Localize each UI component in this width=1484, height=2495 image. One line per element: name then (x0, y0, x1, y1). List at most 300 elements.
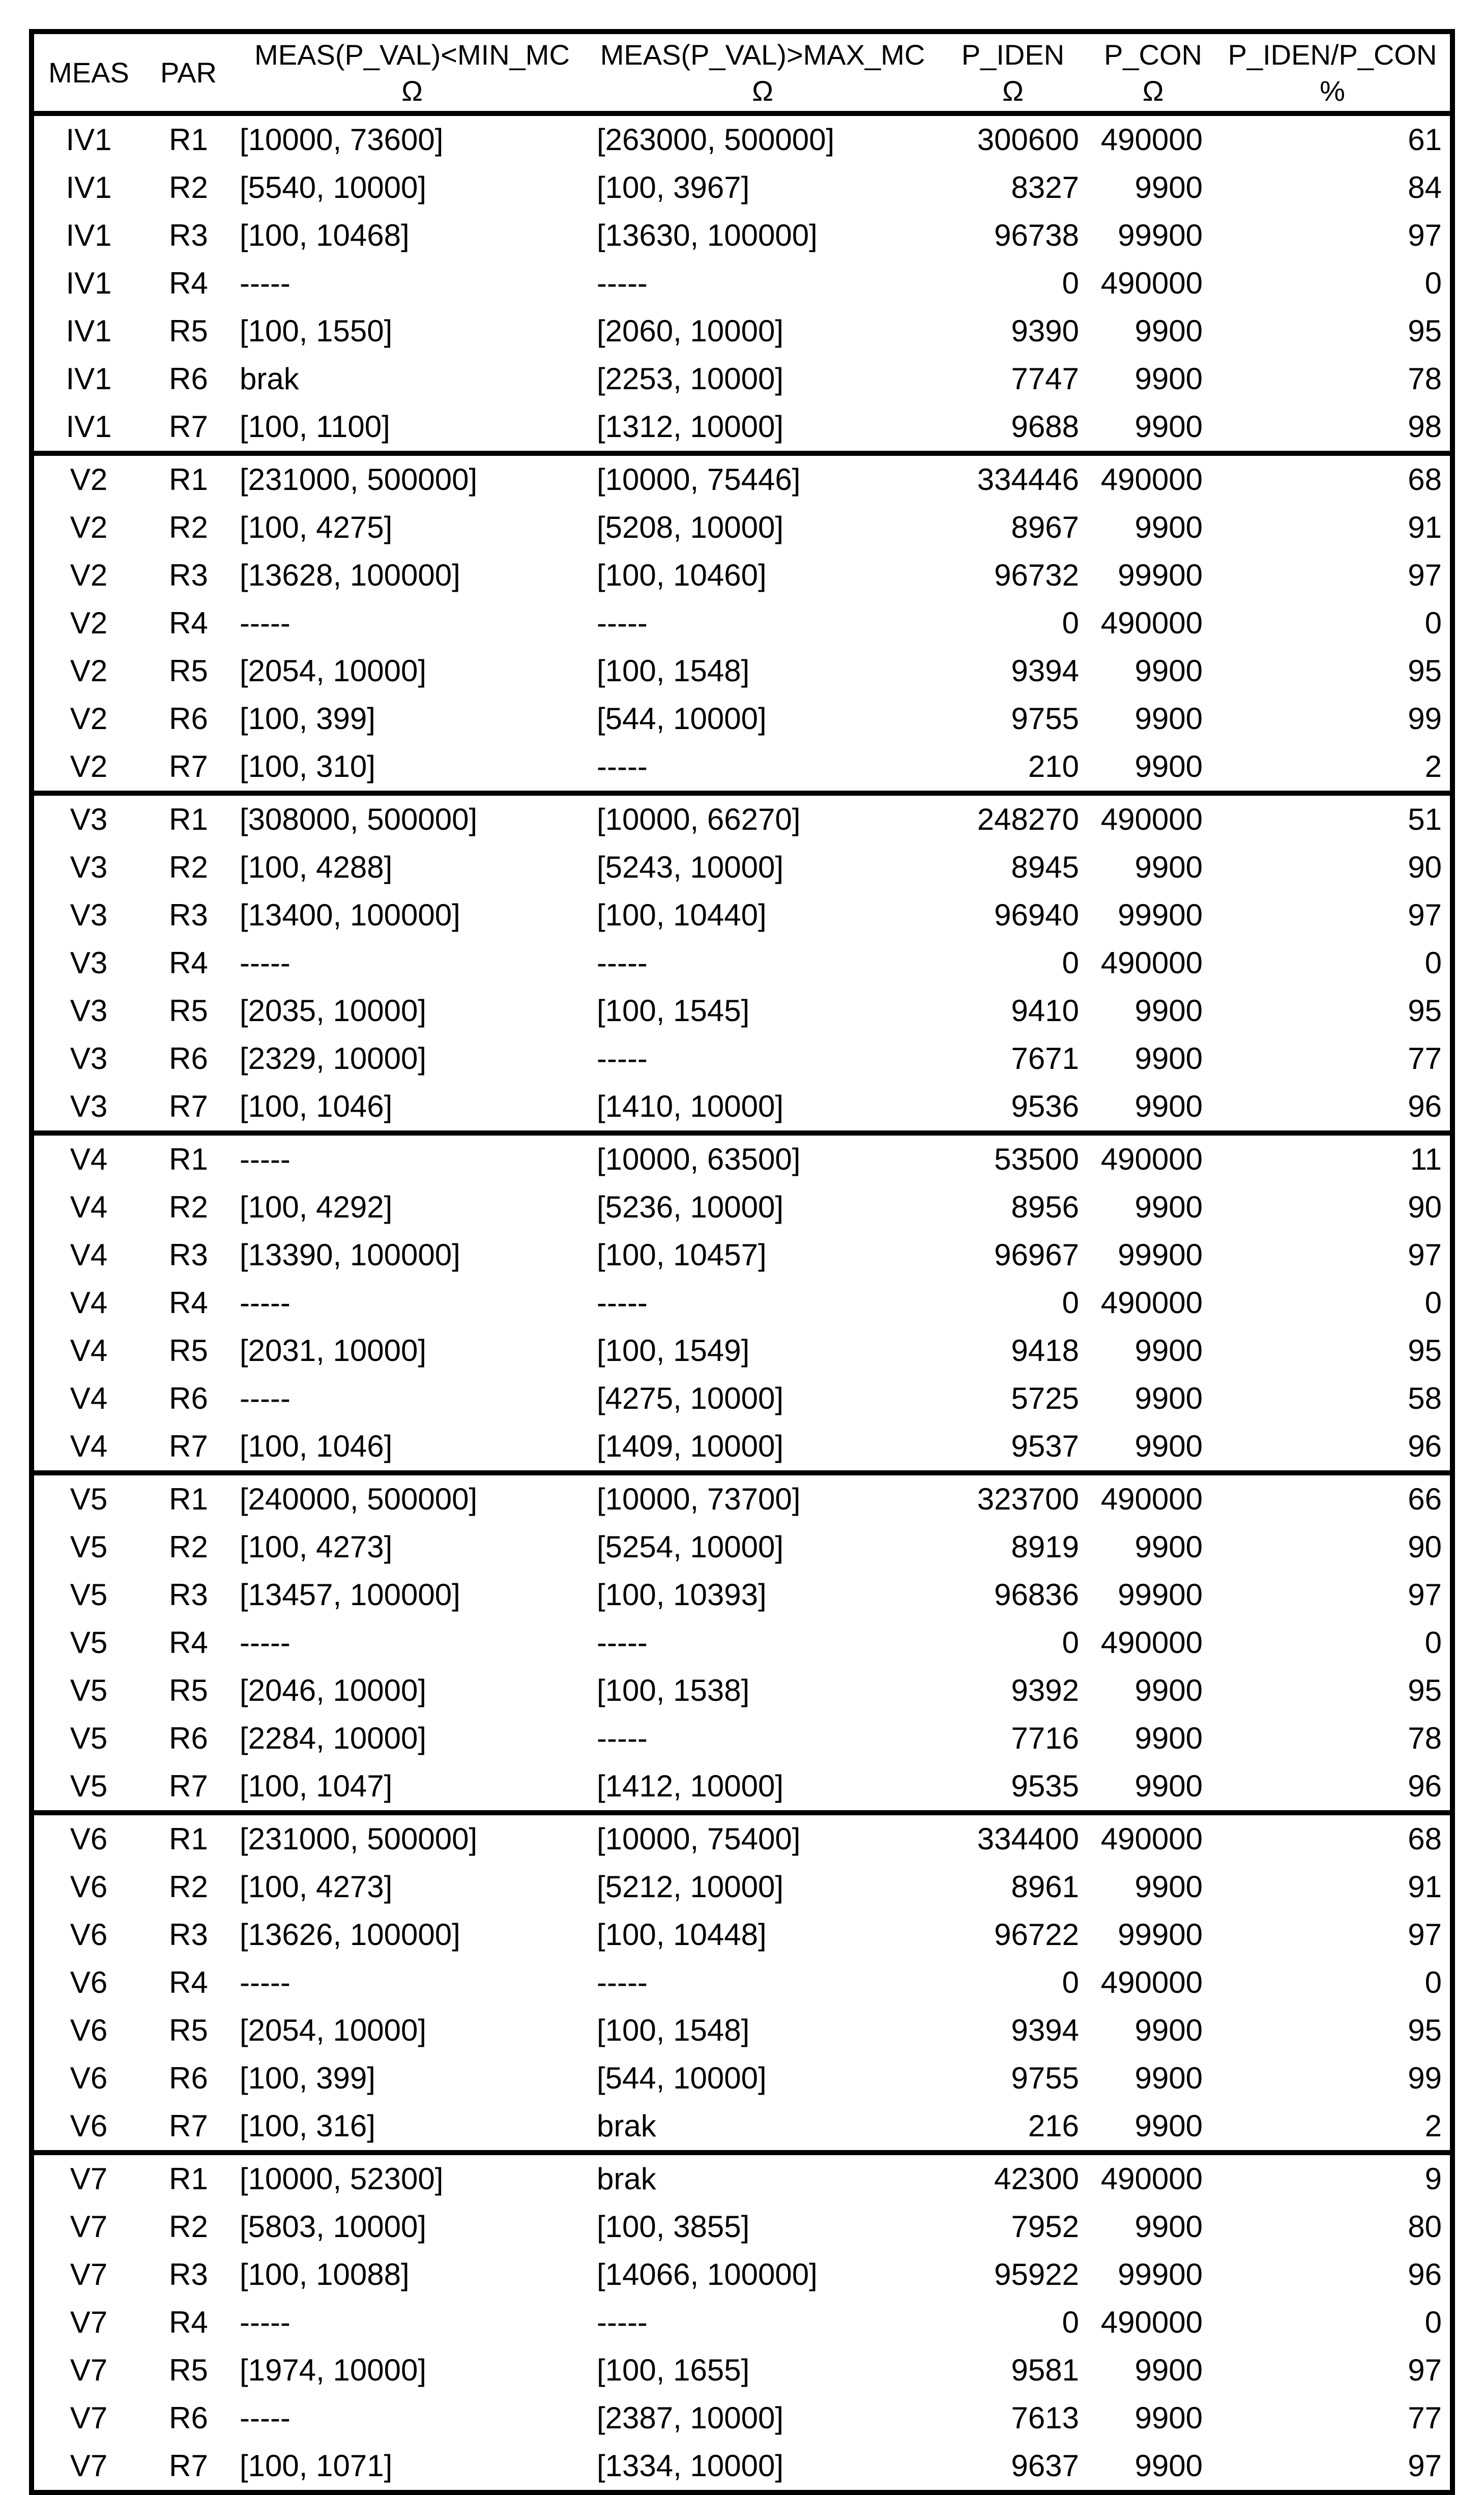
cell-meas: V5 (34, 1473, 143, 1523)
cell-min-mc-range: [100, 4273] (240, 1530, 393, 1564)
cell-par: R3 (169, 2257, 208, 2291)
cell-ratio: 97 (1408, 218, 1442, 252)
cell-min-mc-range: [100, 316] (240, 2109, 375, 2143)
cell-meas: V3 (70, 946, 108, 980)
cell-min-mc-range: [2054, 10000] (240, 2013, 427, 2047)
header-p-iden: P_IDEN Ω (935, 34, 1091, 113)
cell-max-mc-range: [5236, 10000] (597, 1190, 784, 1224)
cell-p-con: 490000 (1100, 1286, 1203, 1320)
cell-p-iden: 96967 (994, 1238, 1079, 1272)
cell-meas: IV1 (66, 410, 112, 444)
cell-ratio: 97 (1408, 2353, 1442, 2387)
cell-par: R7 (169, 2109, 208, 2143)
cell-max-mc-range: ----- (597, 749, 648, 784)
cell-max-mc-range: [1334, 10000] (597, 2449, 784, 2483)
cell-max-mc-range: ----- (597, 1041, 648, 1076)
table-row (34, 1523, 1450, 1571)
cell-par: R4 (169, 946, 208, 980)
cell-ratio: 96 (1408, 1769, 1442, 1803)
table-row (34, 695, 1450, 743)
cell-p-iden: 9755 (1011, 2061, 1079, 2095)
cell-p-iden: 323700 (935, 1473, 1091, 1523)
cell-min-mc-range: [240000, 500000] (234, 1473, 591, 1523)
cell-p-con: 490000 (1091, 793, 1215, 844)
cell-meas: V2 (70, 749, 108, 784)
cell-p-iden: 7671 (1011, 1041, 1079, 1076)
cell-p-iden: 9535 (1011, 1769, 1079, 1803)
cell-p-con: 490000 (1100, 946, 1203, 980)
table-row (34, 1473, 1450, 1523)
cell-ratio: 2 (1424, 2109, 1442, 2143)
table-row (34, 743, 1450, 793)
cell-max-mc-range: [1412, 10000] (597, 1769, 784, 1803)
cell-p-iden: 7747 (1011, 362, 1079, 396)
cell-ratio: 97 (1408, 2449, 1442, 2483)
cell-meas: V6 (70, 2109, 108, 2143)
cell-ratio: 61 (1408, 123, 1442, 157)
table-row (34, 1911, 1450, 1959)
cell-max-mc-range: [100, 1538] (597, 1673, 750, 1707)
cell-p-con: 99900 (1118, 1918, 1203, 1952)
cell-ratio: 0 (1424, 606, 1442, 640)
cell-par: R5 (169, 1333, 208, 1368)
cell-p-iden: 5725 (1011, 1381, 1079, 1415)
cell-p-iden: 96940 (994, 898, 1079, 932)
table-row (34, 844, 1450, 891)
cell-par: R2 (169, 1530, 208, 1564)
table-row (34, 212, 1450, 259)
cell-max-mc-range: [5254, 10000] (597, 1530, 784, 1564)
cell-par: R6 (169, 1381, 208, 1415)
cell-par: R5 (169, 654, 208, 688)
cell-p-iden: 8956 (1011, 1190, 1079, 1224)
table-row (34, 2007, 1450, 2054)
cell-par: R1 (143, 1813, 234, 1863)
cell-p-iden: 216 (1028, 2109, 1079, 2143)
cell-p-iden: 0 (1062, 946, 1079, 980)
cell-p-iden: 9410 (1011, 994, 1079, 1028)
cell-p-iden: 9392 (1011, 1673, 1079, 1707)
cell-p-con: 99900 (1118, 1578, 1203, 1612)
header-ratio: P_IDEN/P_CON % (1215, 34, 1450, 113)
table-row (34, 355, 1450, 403)
table-row (34, 403, 1450, 453)
cell-meas: V2 (70, 558, 108, 592)
header-max-mc: MEAS(P_VAL)>MAX_MC Ω (591, 34, 935, 113)
cell-max-mc-range: [1409, 10000] (597, 1429, 784, 1463)
cell-par: R3 (169, 1578, 208, 1612)
cell-par: R2 (169, 2210, 208, 2244)
cell-ratio: 66 (1215, 1473, 1450, 1523)
cell-p-iden: 96738 (994, 218, 1079, 252)
cell-par: R2 (169, 1870, 208, 1904)
cell-ratio: 0 (1424, 946, 1442, 980)
cell-p-con: 9900 (1134, 1673, 1203, 1707)
table-row (34, 2054, 1450, 2102)
cell-max-mc-range: [13630, 100000] (597, 218, 818, 252)
cell-meas: V3 (70, 850, 108, 884)
cell-p-iden: 0 (1062, 1626, 1079, 1660)
cell-max-mc-range: [2060, 10000] (597, 314, 784, 348)
cell-min-mc-range: [13400, 100000] (240, 898, 460, 932)
cell-ratio: 78 (1408, 362, 1442, 396)
cell-min-mc-range: [2035, 10000] (240, 994, 427, 1028)
cell-min-mc-range: [100, 1071] (240, 2449, 393, 2483)
cell-ratio: 0 (1424, 1626, 1442, 1660)
cell-min-mc-range: [10000, 52300] (234, 2153, 591, 2203)
cell-min-mc-range: [100, 1046] (240, 1429, 393, 1463)
cell-max-mc-range: [14066, 100000] (597, 2257, 818, 2291)
cell-p-con: 490000 (1100, 123, 1203, 157)
cell-meas: V7 (70, 2257, 108, 2291)
cell-meas: V4 (70, 1238, 108, 1272)
cell-p-iden: 7952 (1011, 2210, 1079, 2244)
cell-par: R4 (169, 266, 208, 300)
cell-p-con: 9900 (1134, 2210, 1203, 2244)
cell-ratio: 78 (1408, 1721, 1442, 1755)
cell-ratio: 68 (1215, 453, 1450, 504)
cell-ratio: 95 (1408, 314, 1442, 348)
cell-min-mc-range: [2284, 10000] (240, 1721, 427, 1755)
cell-max-mc-range: ----- (597, 2305, 648, 2339)
cell-meas: IV1 (66, 362, 112, 396)
cell-meas: V3 (70, 994, 108, 1028)
cell-max-mc-range: [100, 10393] (597, 1578, 767, 1612)
cell-ratio: 77 (1408, 1041, 1442, 1076)
cell-p-con: 9900 (1134, 1333, 1203, 1368)
cell-ratio: 97 (1408, 1238, 1442, 1272)
cell-par: R6 (169, 702, 208, 736)
cell-p-iden: 8967 (1011, 510, 1079, 544)
cell-max-mc-range: [4275, 10000] (597, 1381, 784, 1415)
cell-meas: IV1 (66, 170, 112, 205)
table-row (34, 1279, 1450, 1327)
cell-meas: V6 (70, 2013, 108, 2047)
cell-max-mc-range: [10000, 66270] (591, 793, 935, 844)
cell-p-iden: 210 (1028, 749, 1079, 784)
cell-max-mc-range: [100, 1655] (597, 2353, 750, 2387)
cell-par: R1 (143, 793, 234, 844)
cell-min-mc-range: [13628, 100000] (240, 558, 460, 592)
cell-ratio: 51 (1215, 793, 1450, 844)
table-row (34, 793, 1450, 844)
cell-ratio: 91 (1408, 510, 1442, 544)
cell-p-iden: 9537 (1011, 1429, 1079, 1463)
cell-meas: V7 (70, 2353, 108, 2387)
cell-par: R6 (169, 362, 208, 396)
cell-meas: V5 (70, 1578, 108, 1612)
cell-min-mc-range: [100, 4275] (240, 510, 393, 544)
cell-max-mc-range: [10000, 75446] (591, 453, 935, 504)
cell-min-mc-range: [231000, 500000] (234, 453, 591, 504)
cell-par: R3 (169, 1918, 208, 1952)
cell-p-con: 9900 (1134, 1089, 1203, 1123)
cell-min-mc-range: [5803, 10000] (240, 2210, 427, 2244)
cell-max-mc-range: [100, 3967] (597, 170, 750, 205)
table-row (34, 1619, 1450, 1667)
cell-par: R1 (169, 123, 208, 157)
cell-meas: V3 (34, 793, 143, 844)
cell-min-mc-range: [231000, 500000] (234, 1813, 591, 1863)
cell-max-mc-range: [10000, 63500] (591, 1133, 935, 1183)
cell-par: R5 (169, 2353, 208, 2387)
cell-p-con: 9900 (1134, 2449, 1203, 2483)
cell-p-con: 9900 (1134, 2109, 1203, 2143)
cell-par: R3 (169, 218, 208, 252)
table-row (34, 259, 1450, 307)
cell-p-con: 99900 (1118, 2257, 1203, 2291)
table-row (34, 1667, 1450, 1715)
cell-ratio: 0 (1424, 266, 1442, 300)
cell-p-con: 9900 (1134, 510, 1203, 544)
table-row (34, 2153, 1450, 2203)
table-row (34, 453, 1450, 504)
cell-max-mc-range: [100, 10440] (597, 898, 767, 932)
cell-p-con: 9900 (1134, 1721, 1203, 1755)
cell-p-iden: 248270 (935, 793, 1091, 844)
cell-meas: V3 (70, 898, 108, 932)
cell-max-mc-range: [5243, 10000] (597, 850, 784, 884)
table-row (34, 504, 1450, 552)
cell-p-con: 99900 (1118, 898, 1203, 932)
cell-min-mc-range: brak (240, 362, 299, 396)
cell-p-con: 490000 (1091, 1133, 1215, 1183)
cell-p-con: 490000 (1091, 2153, 1215, 2203)
cell-par: R5 (169, 994, 208, 1028)
cell-ratio: 97 (1408, 558, 1442, 592)
table-row (34, 1762, 1450, 1813)
cell-min-mc-range: [2054, 10000] (240, 654, 427, 688)
cell-p-iden: 9581 (1011, 2353, 1079, 2387)
cell-p-con: 9900 (1134, 2013, 1203, 2047)
cell-ratio: 96 (1408, 1089, 1442, 1123)
header-p-con: P_CON Ω (1091, 34, 1215, 113)
header-row (34, 34, 1450, 113)
cell-max-mc-range: [10000, 73700] (591, 1473, 935, 1523)
cell-ratio: 99 (1408, 2061, 1442, 2095)
cell-par: R4 (169, 606, 208, 640)
cell-meas: V7 (70, 2305, 108, 2339)
cell-meas: V7 (70, 2210, 108, 2244)
table-row (34, 1231, 1450, 1279)
cell-meas: V3 (70, 1041, 108, 1076)
cell-par: R1 (143, 1133, 234, 1183)
cell-p-iden: 7613 (1011, 2401, 1079, 2435)
table-row (34, 552, 1450, 599)
cell-min-mc-range: [100, 1046] (240, 1089, 393, 1123)
cell-par: R3 (169, 1238, 208, 1272)
cell-p-con: 9900 (1134, 749, 1203, 784)
table-row (34, 1423, 1450, 1473)
cell-p-con: 490000 (1091, 453, 1215, 504)
cell-min-mc-range: [10000, 73600] (240, 123, 444, 157)
cell-p-con: 490000 (1100, 2305, 1203, 2339)
cell-p-con: 9900 (1134, 2353, 1203, 2387)
cell-min-mc-range: [100, 1550] (240, 314, 393, 348)
table-row (34, 599, 1450, 647)
cell-p-con: 9900 (1134, 1190, 1203, 1224)
cell-p-con: 9900 (1134, 1530, 1203, 1564)
cell-max-mc-range: [100, 1548] (597, 2013, 750, 2047)
cell-ratio: 95 (1408, 1673, 1442, 1707)
cell-max-mc-range: [100, 10460] (597, 558, 767, 592)
table-row (34, 2394, 1450, 2442)
cell-max-mc-range: [10000, 75400] (591, 1813, 935, 1863)
table-row (34, 939, 1450, 987)
cell-min-mc-range: [13626, 100000] (240, 1918, 460, 1952)
cell-max-mc-range: [5208, 10000] (597, 510, 784, 544)
table-row (34, 2442, 1450, 2490)
table-row (34, 1035, 1450, 1083)
cell-ratio: 90 (1408, 1190, 1442, 1224)
cell-min-mc-range: [100, 1100] (240, 410, 390, 444)
cell-p-iden: 9536 (1011, 1089, 1079, 1123)
cell-max-mc-range: [2253, 10000] (597, 362, 784, 396)
cell-min-mc-range: ----- (240, 1286, 290, 1320)
cell-max-mc-range: brak (597, 2109, 656, 2143)
cell-p-iden: 300600 (977, 123, 1079, 157)
cell-ratio: 95 (1408, 2013, 1442, 2047)
cell-min-mc-range: ----- (240, 606, 290, 640)
table-row (34, 307, 1450, 355)
cell-meas: V3 (70, 1089, 108, 1123)
cell-p-iden: 9688 (1011, 410, 1079, 444)
cell-ratio: 98 (1408, 410, 1442, 444)
cell-ratio: 58 (1408, 1381, 1442, 1415)
table-row (34, 113, 1450, 164)
cell-meas: V7 (34, 2153, 143, 2203)
cell-max-mc-range: [100, 1545] (597, 994, 750, 1028)
cell-meas: V4 (70, 1190, 108, 1224)
cell-min-mc-range: [308000, 500000] (234, 793, 591, 844)
cell-par: R1 (143, 453, 234, 504)
table-row (34, 164, 1450, 212)
cell-meas: V5 (70, 1626, 108, 1660)
table-row (34, 1375, 1450, 1423)
cell-p-iden: 9394 (1011, 654, 1079, 688)
cell-max-mc-range: [5212, 10000] (597, 1870, 784, 1904)
cell-min-mc-range: [100, 4292] (240, 1190, 393, 1224)
cell-par: R6 (169, 1041, 208, 1076)
cell-p-iden: 8945 (1011, 850, 1079, 884)
cell-meas: V4 (34, 1133, 143, 1183)
cell-p-con: 9900 (1134, 1769, 1203, 1803)
cell-min-mc-range: [100, 4288] (240, 850, 393, 884)
cell-p-iden: 95922 (994, 2257, 1079, 2291)
cell-min-mc-range: ----- (234, 1133, 591, 1183)
table-row (34, 1959, 1450, 2007)
cell-min-mc-range: [100, 10468] (240, 218, 410, 252)
cell-p-con: 490000 (1091, 1473, 1215, 1523)
cell-meas: V4 (70, 1381, 108, 1415)
cell-par: R4 (169, 1626, 208, 1660)
cell-max-mc-range: brak (591, 2153, 935, 2203)
cell-max-mc-range: [263000, 500000] (597, 123, 835, 157)
cell-par: R4 (169, 1286, 208, 1320)
cell-meas: V2 (70, 606, 108, 640)
cell-max-mc-range: [100, 1548] (597, 654, 750, 688)
cell-p-con: 490000 (1100, 1965, 1203, 1999)
cell-par: R7 (169, 410, 208, 444)
cell-max-mc-range: [2387, 10000] (597, 2401, 784, 2435)
cell-p-con: 9900 (1134, 410, 1203, 444)
cell-min-mc-range: [2046, 10000] (240, 1673, 427, 1707)
cell-p-iden: 9418 (1011, 1333, 1079, 1368)
cell-min-mc-range: [5540, 10000] (240, 170, 427, 205)
table-row (34, 1133, 1450, 1183)
cell-par: R3 (169, 898, 208, 932)
cell-meas: V6 (70, 1965, 108, 1999)
cell-meas: V7 (70, 2401, 108, 2435)
cell-max-mc-range: ----- (597, 266, 648, 300)
cell-min-mc-range: ----- (240, 2401, 290, 2435)
cell-par: R1 (143, 2153, 234, 2203)
cell-min-mc-range: [13457, 100000] (240, 1578, 460, 1612)
cell-p-iden: 9637 (1011, 2449, 1079, 2483)
cell-par: R2 (169, 510, 208, 544)
cell-min-mc-range: [2031, 10000] (240, 1333, 427, 1368)
cell-par: R2 (169, 850, 208, 884)
cell-par: R3 (169, 558, 208, 592)
cell-par: R6 (169, 1721, 208, 1755)
cell-meas: IV1 (66, 314, 112, 348)
cell-p-iden: 0 (1062, 2305, 1079, 2339)
results-table (34, 34, 1450, 2490)
cell-p-iden: 96732 (994, 558, 1079, 592)
table-row (34, 1813, 1450, 1863)
cell-ratio: 0 (1424, 2305, 1442, 2339)
cell-max-mc-range: ----- (597, 946, 648, 980)
cell-ratio: 84 (1408, 170, 1442, 205)
table-row (34, 1183, 1450, 1231)
cell-p-con: 9900 (1134, 314, 1203, 348)
cell-ratio: 80 (1408, 2210, 1442, 2244)
table-row (34, 2299, 1450, 2346)
cell-p-iden: 0 (1062, 1965, 1079, 1999)
cell-par: R5 (169, 314, 208, 348)
cell-min-mc-range: [100, 10088] (240, 2257, 410, 2291)
cell-p-con: 99900 (1118, 558, 1203, 592)
cell-min-mc-range: [100, 1047] (240, 1769, 393, 1803)
cell-meas: V5 (70, 1530, 108, 1564)
cell-meas: V2 (70, 702, 108, 736)
cell-p-iden: 96722 (994, 1918, 1079, 1952)
cell-p-con: 99900 (1118, 218, 1203, 252)
cell-par: R5 (169, 1673, 208, 1707)
cell-p-iden: 8919 (1011, 1530, 1079, 1564)
cell-p-con: 9900 (1134, 850, 1203, 884)
table-row (34, 987, 1450, 1035)
cell-meas: V2 (70, 654, 108, 688)
header-min-mc: MEAS(P_VAL)<MIN_MC Ω (234, 34, 591, 113)
cell-min-mc-range: [100, 4273] (240, 1870, 393, 1904)
cell-min-mc-range: ----- (240, 1381, 290, 1415)
cell-ratio: 95 (1408, 994, 1442, 1028)
table-row (34, 1083, 1450, 1133)
cell-ratio: 90 (1408, 1530, 1442, 1564)
cell-p-iden: 42300 (935, 2153, 1091, 2203)
cell-ratio: 0 (1424, 1965, 1442, 1999)
cell-ratio: 96 (1408, 1429, 1442, 1463)
cell-p-iden: 7716 (1011, 1721, 1079, 1755)
cell-par: R7 (169, 1089, 208, 1123)
cell-meas: V6 (34, 1813, 143, 1863)
cell-meas: V5 (70, 1769, 108, 1803)
cell-ratio: 97 (1408, 898, 1442, 932)
cell-p-iden: 0 (1062, 1286, 1079, 1320)
cell-min-mc-range: ----- (240, 1965, 290, 1999)
cell-meas: V4 (70, 1286, 108, 1320)
